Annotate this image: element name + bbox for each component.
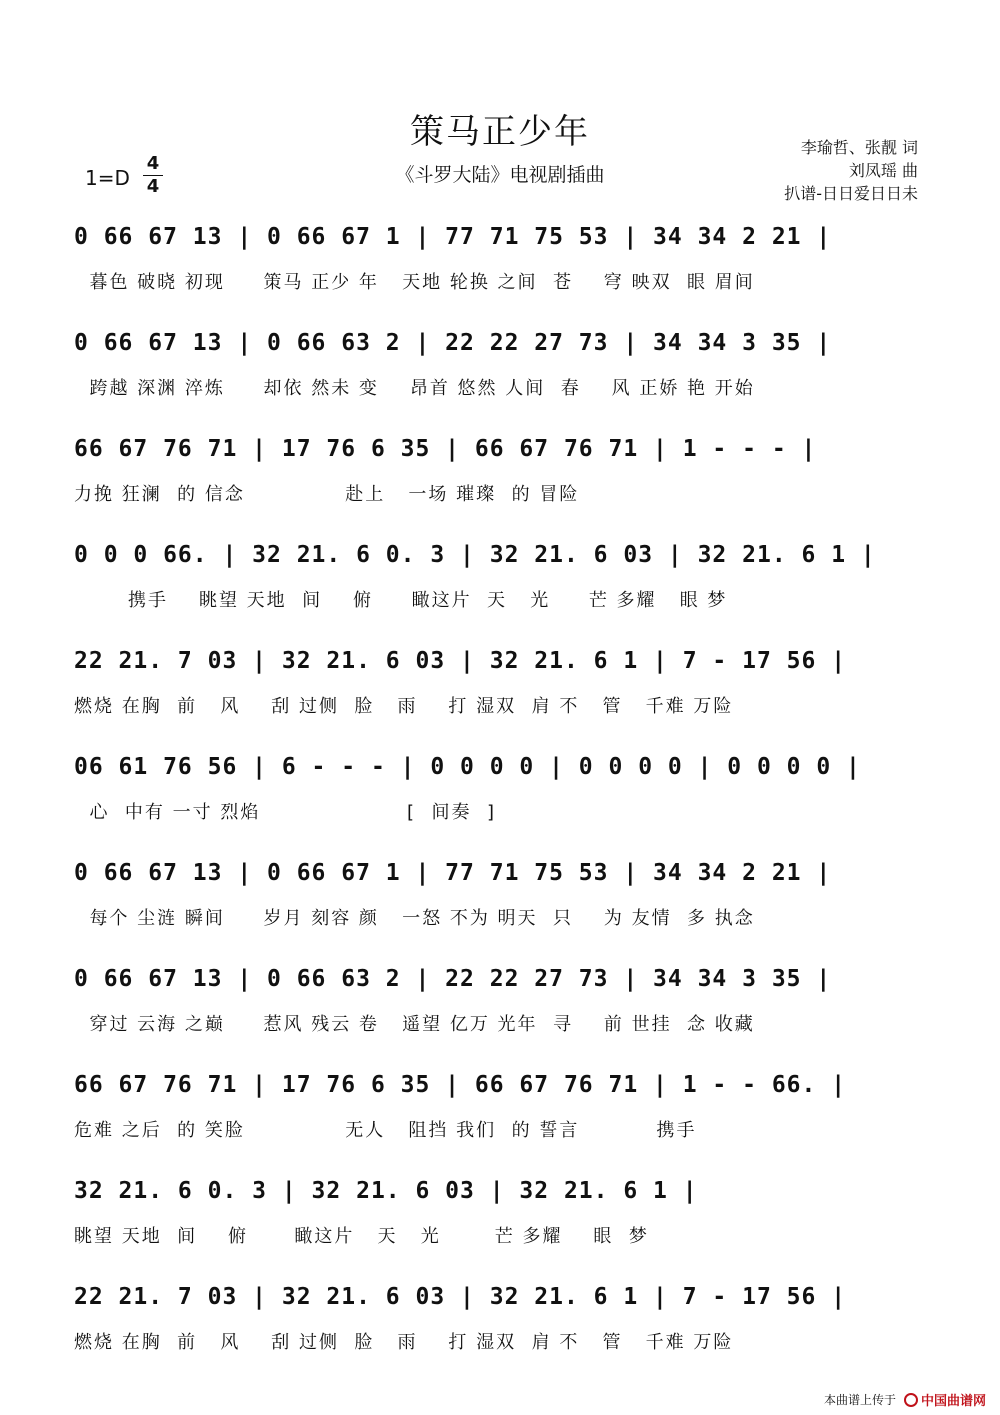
upload-text: 本曲谱上传于 — [823, 1393, 896, 1407]
song-subtitle: 《斗罗大陆》电视剧插曲 — [395, 164, 605, 186]
score-row-6 — [74, 754, 932, 823]
lyrics-line: 力挽 狂澜 的 信念 赴上 一场 璀璨 的 冒险 — [74, 484, 580, 505]
lyrics-line: 跨越 深渊 淬炼 却依 然未 变 昂首 悠然 人间 春 风 正娇 艳 开始 — [74, 378, 755, 399]
transcriber-credit: 扒谱-日日爱日日未 — [784, 184, 918, 203]
notes-line: 06 61 76 56 | 6 - - - | 0 0 0 0 | 0 0 0 0 | 0 0 0 0 | — [74, 754, 861, 780]
lyrics-line: 燃烧 在胸 前 风 刮 过侧 脸 雨 打 湿双 肩 不 管 千难 万险 — [74, 696, 734, 717]
lyrics-line: 每个 尘涟 瞬间 岁月 刻容 颜 一怒 不为 明天 只 为 友情 多 执念 — [74, 908, 755, 929]
notes-line: 0 0 0 66. | 32 21. 6 0. 3 | 32 21. 6 03 | 32 21. 6 1 | — [74, 542, 876, 568]
score-row-4 — [74, 542, 932, 611]
time-signature — [143, 154, 163, 197]
song-title: 策马正少年 — [410, 112, 590, 152]
score-row-3 — [74, 436, 932, 505]
lyrics-line: 危难 之后 的 笑脸 无人 阻挡 我们 的 誓言 携手 — [74, 1120, 697, 1141]
key-signature: 1=D — [85, 166, 130, 190]
score-row-9 — [74, 1072, 932, 1141]
score-row-10 — [74, 1178, 932, 1247]
score-row-1 — [74, 224, 932, 293]
score-row-5 — [74, 648, 932, 717]
lyrics-line: 燃烧 在胸 前 风 刮 过侧 脸 雨 打 湿双 肩 不 管 千难 万险 — [74, 1332, 734, 1353]
credits — [784, 136, 918, 205]
lyrics-line: 携手 眺望 天地 间 俯 瞰这片 天 光 芒 多耀 眼 梦 — [74, 590, 728, 611]
meter-top: 4 — [146, 153, 160, 174]
notes-line: 66 67 76 71 | 17 76 6 35 | 66 67 76 71 | 1 - - - | — [74, 436, 817, 462]
meter-bottom: 4 — [146, 176, 160, 197]
lyricist-credit: 李瑜哲、张靓 词 — [800, 138, 918, 157]
notes-line: 32 21. 6 0. 3 | 32 21. 6 03 | 32 21. 6 1 | — [74, 1178, 698, 1204]
site-logo-icon — [904, 1393, 918, 1407]
notes-line: 22 21. 7 03 | 32 21. 6 03 | 32 21. 6 1 | 7 - 17 56 | — [74, 1284, 847, 1310]
site-logo[interactable] — [904, 1390, 986, 1409]
notes-line: 0 66 67 13 | 0 66 63 2 | 22 22 27 73 | 34 34 3 35 | — [74, 330, 832, 356]
notes-line: 0 66 67 13 | 0 66 67 1 | 77 71 75 53 | 34 34 2 21 | — [74, 860, 832, 886]
notes-line: 22 21. 7 03 | 32 21. 6 03 | 32 21. 6 1 | 7 - 17 56 | — [74, 648, 847, 674]
score-row-11 — [74, 1284, 932, 1353]
notes-line: 66 67 76 71 | 17 76 6 35 | 66 67 76 71 | 1 - - 66. | — [74, 1072, 847, 1098]
lyrics-line: 心 中有 一寸 烈焰 [ 间奏 ] — [74, 802, 496, 823]
notes-line: 0 66 67 13 | 0 66 63 2 | 22 22 27 73 | 34 34 3 35 | — [74, 966, 832, 992]
composer-credit: 刘凤瑶 曲 — [848, 161, 918, 180]
footer — [824, 1390, 986, 1409]
score-row-8 — [74, 966, 932, 1035]
site-name: 中国曲谱网 — [920, 1394, 986, 1409]
notes-line: 0 66 67 13 | 0 66 67 1 | 77 71 75 53 | 34 34 2 21 | — [74, 224, 832, 250]
score-row-2 — [74, 330, 932, 399]
lyrics-line: 穿过 云海 之巅 惹风 残云 卷 遥望 亿万 光年 寻 前 世挂 念 收藏 — [74, 1014, 755, 1035]
lyrics-line: 暮色 破晓 初现 策马 正少 年 天地 轮换 之间 苍 穹 映双 眼 眉间 — [74, 272, 755, 293]
lyrics-line: 眺望 天地 间 俯 瞰这片 天 光 芒 多耀 眼 梦 — [74, 1226, 649, 1247]
score-row-7 — [74, 860, 932, 929]
